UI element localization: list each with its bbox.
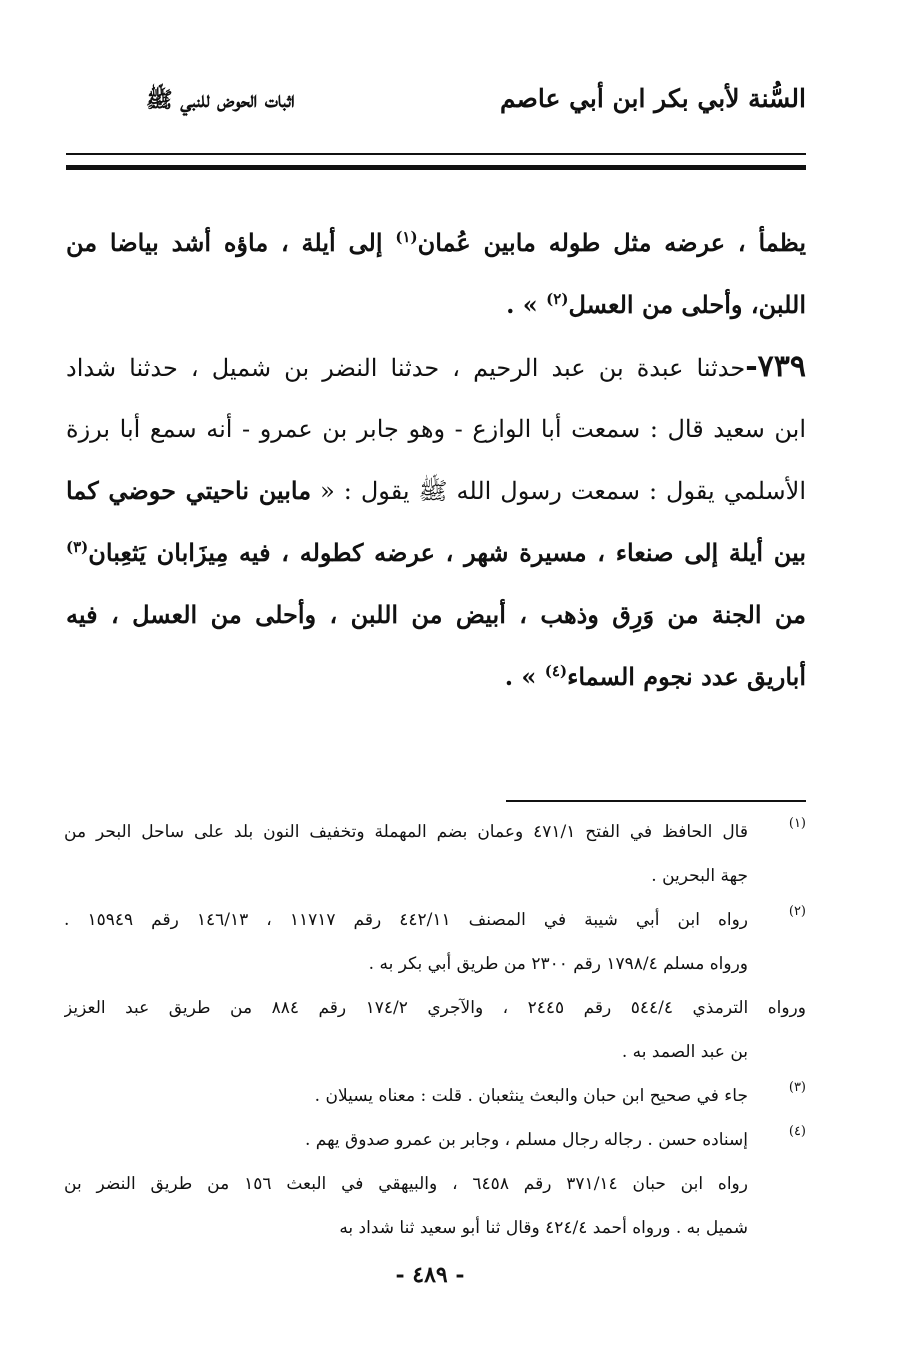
text-segment: مابين ناحيتي حوضي كما <box>66 476 312 505</box>
footnote-4-cont <box>64 1162 806 1206</box>
footnote-separator <box>506 800 806 802</box>
text-segment: حدثنا عبدة بن عبد الرحيم ، حدثنا النضر بن شميل ، حدثنا شداد <box>66 354 746 382</box>
footnote-text: ورواه الترمذي ٥٤٤/٤ رقم ٢٤٤٥ ، والآجري ١٧٤/٢ رقم ٨٨٤ من طريق عبد العزيز <box>64 998 806 1018</box>
footnote-1 <box>64 810 806 854</box>
text-segment: بين أيلة إلى صنعاء ، مسيرة شهر ، عرضه كطوله ، فيه مِيزَابان يَثعِبان <box>88 538 806 567</box>
text-segment: الأسلمي يقول : سمعت رسول الله ﷺ يقول : « <box>311 477 806 505</box>
footnote-ref-2: (٢) <box>546 290 569 308</box>
text-line-6 <box>66 522 806 584</box>
book-title: السُّنة لأبي بكر ابن أبي عاصم <box>499 84 806 113</box>
footnote-1-cont <box>64 854 806 898</box>
footnote-text: شميل به . ورواه أحمد ٤٢٤/٤ وقال ثنا أبو سعيد ثنا شداد به <box>339 1218 748 1238</box>
footnote-ref-1: (١) <box>395 228 418 246</box>
footnote-ref-4: (٤) <box>544 662 568 680</box>
text-segment: اللبن، وأحلى من العسل <box>568 290 806 319</box>
footnote-2-cont <box>64 942 806 986</box>
text-line-4 <box>66 398 806 460</box>
text-segment: » . <box>504 662 545 691</box>
footnotes <box>64 810 806 1250</box>
text-line-3 <box>66 336 806 398</box>
footnote-mark: (٢) <box>788 904 806 919</box>
footnote-text: قال الحافظ في الفتح ٤٧١/١ وعمان بضم المهملة وتخفيف النون بلد على ساحل البحر من <box>64 822 748 842</box>
text-line-1 <box>66 212 806 274</box>
footnote-text: رواه ابن حبان ٣٧١/١٤ رقم ٦٤٥٨ ، والبيهقي في البعث ١٥٦ من طريق النضر بن <box>64 1174 748 1194</box>
footnote-ref-3: (٣) <box>66 538 89 556</box>
footnote-2 <box>64 898 806 942</box>
footnote-text: بن عبد الصمد به . <box>621 1042 748 1062</box>
text-line-2 <box>66 274 806 336</box>
text-segment: إلى أيلة ، ماؤه أشد بياضا من <box>66 228 396 257</box>
footnote-mark: (٤) <box>788 1124 806 1139</box>
footnote-2-cont <box>64 986 806 1030</box>
text-segment: » . <box>506 290 547 319</box>
hadith-number: ٧٣٩- <box>745 349 806 384</box>
footnote-text: جاء في صحيح ابن حبان والبعث ينثعبان . قلت : معناه يسيلان . <box>314 1086 748 1106</box>
footnote-text: إسناده حسن . رجاله رجال مسلم ، وجابر بن عمرو صدوق يهم . <box>304 1130 748 1150</box>
main-text <box>66 212 806 708</box>
header-rule-thin <box>66 153 806 155</box>
footnote-mark: (١) <box>788 816 806 831</box>
footnote-3 <box>64 1074 806 1118</box>
text-line-5 <box>66 460 806 522</box>
footnote-text: جهة البحرين . <box>651 866 748 886</box>
footnote-text: ورواه مسلم ١٧٩٨/٤ رقم ٢٣٠٠ من طريق أبي بكر به . <box>368 954 748 974</box>
footnote-mark: (٣) <box>788 1080 806 1095</box>
text-segment: من الجنة من وَرِق وذهب ، أبيض من اللبن ، وأحلى من العسل ، فيه <box>66 600 806 629</box>
page-number: - ٤٨٩ - <box>395 1262 465 1288</box>
text-line-7 <box>66 584 806 646</box>
footnote-4 <box>64 1118 806 1162</box>
text-segment: يظمأ ، عرضه مثل طوله مابين عُمان <box>417 228 806 257</box>
header-rule-thick <box>66 165 806 170</box>
text-segment: ابن سعيد قال : سمعت أبا الوازع - وهو جابر بن عمرو - أنه سمع أبا برزة <box>66 415 806 443</box>
footnote-4-cont <box>64 1206 806 1250</box>
footnote-2-cont <box>64 1030 806 1074</box>
chapter-title: اثبات الحوض للنبي ﷺ <box>146 87 295 113</box>
running-header <box>66 84 806 128</box>
text-segment: أباريق عدد نجوم السماء <box>567 662 806 691</box>
text-line-8 <box>66 646 806 708</box>
footnote-text: رواه ابن أبي شيبة في المصنف ٤٤٢/١١ رقم ١١٧١٧ ، ١٤٦/١٣ رقم ١٥٩٤٩ . <box>64 910 749 930</box>
